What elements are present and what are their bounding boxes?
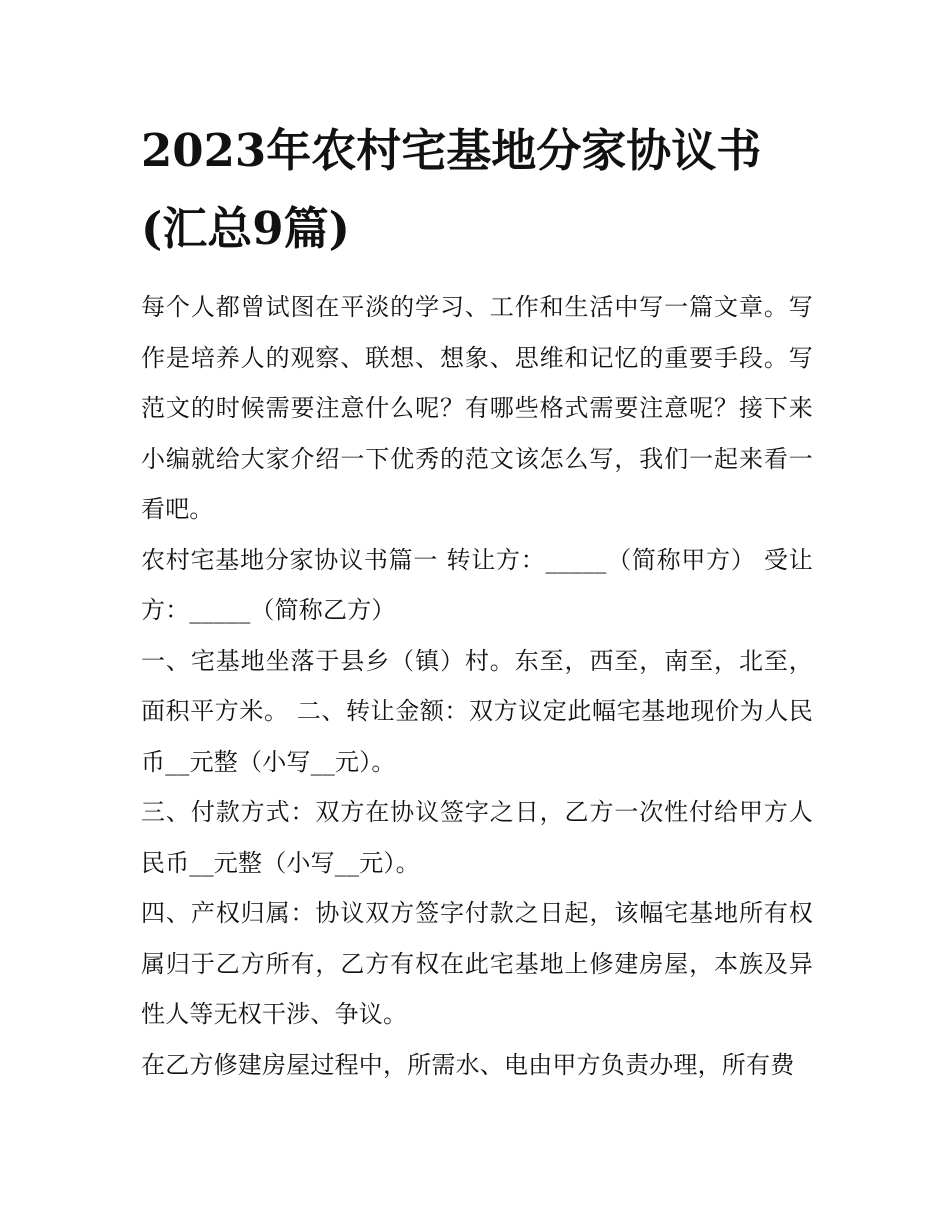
clause-ownership: 四、产权归属：协议双方签字付款之日起，该幅宅基地所有权属归于乙方所有，乙方有权在此宅基地上修建房屋，本族及异性人等无权干涉、争议。	[141, 899, 813, 1028]
intro-paragraph: 每个人都曾试图在平淡的学习、工作和生活中写一篇文章。写作是培养人的观察、联想、想象、思维和记忆的重要手段。写范文的时候需要注意什么呢？有哪些格式需要注意呢？接下来小编就给大家介绍一下优秀的范文该怎么写，我们一起来看一看吧。	[141, 293, 813, 523]
clause-payment-method: 三、付款方式：双方在协议签字之日，乙方一次性付给甲方人民币__元整（小写__元）。	[141, 798, 813, 877]
clause-location-and-price: 一、宅基地坐落于县乡（镇）村。东至，西至，南至，北至，面积平方米。 二、转让金额：双方议定此幅宅基地现价为人民币__元整（小写__元）。	[141, 646, 813, 776]
document-body	[141, 112, 813, 1090]
document-title: 2023年农村宅基地分家协议书(汇总9篇)	[141, 124, 762, 255]
agreement-parties-paragraph: 农村宅基地分家协议书篇一 转让方：_____（简称甲方） 受让方：_____（简称乙方）	[141, 545, 813, 624]
clause-construction-utilities: 在乙方修建房屋过程中，所需水、电由甲方负责办理，所有费	[141, 1050, 795, 1079]
